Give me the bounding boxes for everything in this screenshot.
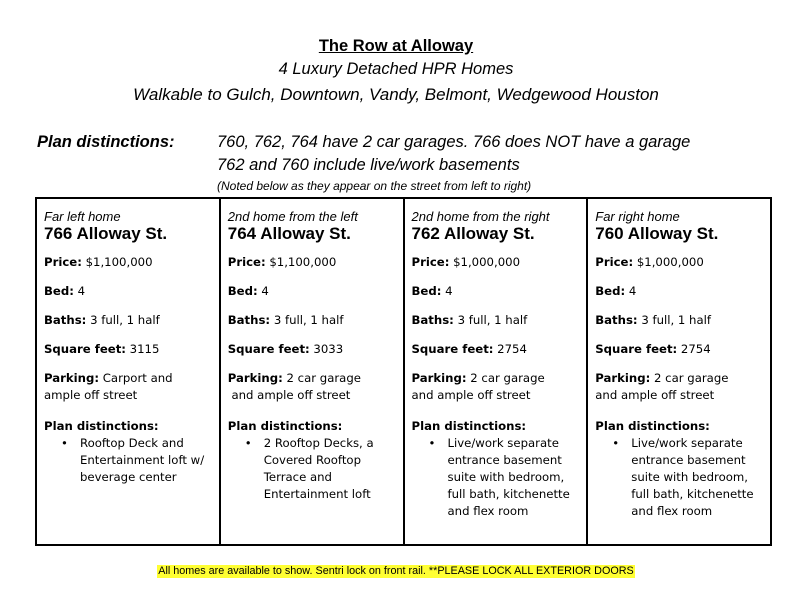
homes-table — [35, 197, 772, 546]
footer — [0, 561, 792, 579]
distinction-item — [228, 435, 397, 503]
sqft-label: Square feet: — [44, 342, 126, 356]
baths-label: Baths: — [227, 313, 271, 327]
sqft-label: Square feet: — [227, 342, 310, 356]
bullet-icon: • — [61, 436, 68, 450]
home-position: Far right home — [595, 209, 680, 224]
bullet-icon: • — [244, 436, 252, 450]
parking-value: Carport and ample off street — [44, 371, 173, 402]
baths-value: 3 full, 1 half — [273, 313, 344, 327]
parking-label: Parking: — [44, 371, 100, 385]
showing-notice: All homes are available to show. Sentri lock on front rail. **PLEASE LOCK ALL EXTERIOR DOORS — [158, 565, 634, 577]
document-tagline: Walkable to Gulch, Downtown, Vandy, Belmont, Wedgewood Houston — [133, 85, 659, 104]
price-value: $1,000,000 — [636, 255, 704, 269]
distinction-text: Live/work separate entrance basement suite with bedroom, full bath, kitchenette and flex room — [631, 436, 754, 518]
plan-distinctions-heading: Plan distinctions: — [411, 419, 527, 433]
baths-value: 3 full, 1 half — [90, 313, 160, 327]
bed-field — [412, 283, 581, 300]
price-label: Price: — [227, 255, 266, 269]
price-value: $1,100,000 — [269, 255, 337, 269]
sqft-label: Square feet: — [411, 342, 494, 356]
bed-field — [44, 283, 213, 300]
bed-value: 4 — [261, 284, 269, 298]
bed-value: 4 — [445, 284, 453, 298]
home-position: Far left home — [44, 209, 121, 224]
plan-distinctions-heading: Plan distinctions: — [595, 419, 710, 433]
home-column — [37, 199, 219, 544]
price-value: $1,100,000 — [85, 255, 153, 269]
price-field — [595, 254, 764, 271]
bed-value: 4 — [77, 284, 86, 298]
home-position: 2nd home from the right — [411, 209, 550, 224]
home-column — [586, 199, 770, 544]
baths-label: Baths: — [44, 313, 87, 327]
sqft-field — [44, 341, 213, 358]
parking-field — [228, 370, 397, 404]
distinction-item — [44, 435, 213, 486]
baths-field — [412, 312, 581, 329]
baths-label: Baths: — [595, 313, 638, 327]
sqft-field — [228, 341, 397, 358]
distinctions-list — [595, 435, 764, 520]
baths-value: 3 full, 1 half — [641, 313, 711, 327]
distinctions-list — [44, 435, 213, 486]
bed-label: Bed: — [411, 284, 442, 298]
distinctions-list — [228, 435, 397, 503]
baths-label: Baths: — [411, 313, 454, 327]
bed-label: Bed: — [44, 284, 74, 298]
distinction-item — [595, 435, 764, 520]
price-label: Price: — [595, 255, 634, 269]
baths-field — [595, 312, 764, 329]
sqft-value: 3033 — [313, 342, 344, 356]
bed-value: 4 — [628, 284, 637, 298]
plan-summary-note: (Noted below as they appear on the street from left to right) — [217, 179, 532, 193]
sqft-field — [595, 341, 764, 358]
distinction-text: 2 Rooftop Decks, a Covered Rooftop Terrace and Entertainment loft — [263, 436, 374, 501]
home-column — [219, 199, 403, 544]
document-subtitle: 4 Luxury Detached HPR Homes — [278, 60, 514, 78]
price-value: $1,000,000 — [453, 255, 521, 269]
parking-field — [595, 370, 764, 404]
home-address: 766 Alloway St. — [44, 224, 168, 243]
home-address: 764 Alloway St. — [227, 224, 351, 243]
bed-field — [595, 283, 764, 300]
bed-label: Bed: — [595, 284, 626, 298]
bullet-icon: • — [612, 436, 620, 450]
plan-summary-line: 762 and 760 include live/work basements — [217, 156, 520, 174]
parking-value: 2 car garage and ample off street — [411, 371, 545, 402]
parking-label: Parking: — [227, 371, 283, 385]
parking-value: 2 car garage and ample off street — [595, 371, 729, 402]
home-address: 762 Alloway St. — [411, 224, 535, 243]
home-column — [403, 199, 587, 544]
distinction-text: Live/work separate entrance basement suite with bedroom, full bath, kitchenette and flex room — [447, 436, 570, 518]
bullet-icon: • — [428, 436, 436, 450]
parking-field — [44, 370, 213, 404]
document-title: The Row at Alloway — [318, 37, 474, 55]
baths-field — [228, 312, 397, 329]
home-address: 760 Alloway St. — [595, 224, 719, 243]
baths-value: 3 full, 1 half — [457, 313, 528, 327]
sqft-label: Square feet: — [595, 342, 678, 356]
price-label: Price: — [411, 255, 450, 269]
sqft-value: 2754 — [497, 342, 527, 356]
bed-label: Bed: — [227, 284, 258, 298]
baths-field — [44, 312, 213, 329]
plan-summary-line: 760, 762, 764 have 2 car garages. 766 does NOT have a garage — [217, 133, 691, 151]
plan-distinctions-heading: Plan distinctions: — [44, 419, 159, 433]
parking-field — [412, 370, 581, 404]
parking-value: 2 car garage and ample off street — [231, 371, 361, 402]
plan-distinctions-label: Plan distinctions: — [37, 133, 175, 151]
price-field — [228, 254, 397, 271]
sqft-value: 3115 — [129, 342, 160, 356]
distinction-text: Rooftop Deck and Entertainment loft w/ beverage center — [80, 436, 205, 484]
price-label: Price: — [44, 255, 82, 269]
sqft-value: 2754 — [680, 342, 711, 356]
parking-label: Parking: — [595, 371, 651, 385]
home-position: 2nd home from the left — [227, 209, 358, 224]
plan-distinctions-heading: Plan distinctions: — [227, 419, 343, 433]
price-field — [412, 254, 581, 271]
distinction-item — [412, 435, 581, 520]
price-field — [44, 254, 213, 271]
sqft-field — [412, 341, 581, 358]
parking-label: Parking: — [411, 371, 467, 385]
distinctions-list — [412, 435, 581, 520]
bed-field — [228, 283, 397, 300]
